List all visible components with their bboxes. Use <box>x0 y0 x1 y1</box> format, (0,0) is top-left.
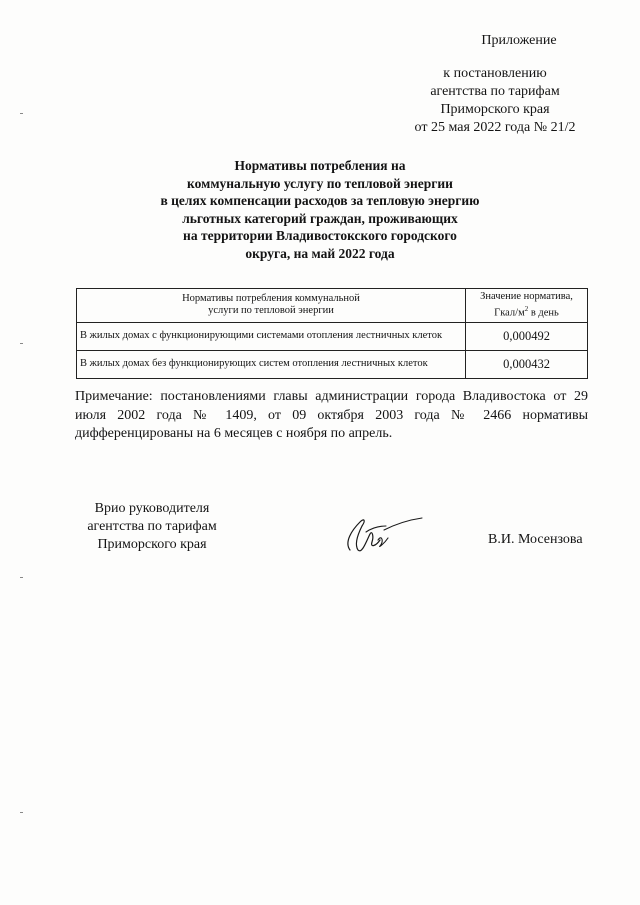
row-label: В жилых домах с функционирующими системами отопления лестничных клеток <box>77 322 466 350</box>
appendix-title: Приложение <box>481 33 557 48</box>
title-line: на территории Владивостокского городского <box>183 228 457 243</box>
header-label-line: Нормативы потребления коммунальной <box>182 293 360 305</box>
header-value-unit <box>470 303 583 320</box>
position-line: Врио руководителя <box>94 501 210 516</box>
title-line: округа, на май 2022 года <box>245 245 395 261</box>
row-label: В жилых домах без функционирующих систем отопления лестничных клеток <box>77 350 466 378</box>
header-label-line: услуги по тепловой энергии <box>208 305 334 317</box>
header-value-cell <box>466 289 588 323</box>
title-line: в целях компенсации расходов за тепловую энергию <box>160 193 480 208</box>
unit-text: Гкал/м <box>494 307 525 319</box>
table-header-row <box>77 289 588 323</box>
handwritten-signature <box>336 512 428 556</box>
document-title <box>110 157 530 262</box>
appendix-block <box>400 32 590 137</box>
position-line: Приморского края <box>97 537 207 552</box>
row-value: 0,000432 <box>466 350 588 378</box>
header-label-cell <box>77 289 466 323</box>
norms-table <box>76 288 588 379</box>
scan-margin-mark <box>20 343 23 344</box>
row-value: 0,000492 <box>466 322 588 350</box>
appendix-line: от 25 мая 2022 года № 21/2 <box>414 120 576 135</box>
signatory-name: В.И. Мосензова <box>488 532 583 547</box>
appendix-line: к постановлению <box>443 66 547 81</box>
appendix-line: агентства по тарифам <box>430 84 560 99</box>
title-line: коммунальную услугу по тепловой энергии <box>187 175 453 191</box>
unit-superscript: 2 <box>524 305 529 313</box>
note-paragraph: Примечание: постановлениями главы администрации города Владивостока от 29 июля 2002 года № 1409, от 09 октября 2003 года № 2466 нормативы дифференцированы на 6 месяцев с ноября по апрель. <box>75 389 588 441</box>
scan-margin-mark <box>20 113 23 114</box>
title-line: льготных категорий граждан, проживающих <box>182 210 458 226</box>
scan-margin-mark <box>20 577 23 578</box>
scan-margin-mark <box>20 812 23 813</box>
header-value-line: Значение норматива, <box>480 291 573 302</box>
signatory-position <box>72 500 232 554</box>
table-row <box>77 322 588 350</box>
unit-suffix: в день <box>528 307 559 319</box>
position-line: агентства по тарифам <box>87 519 217 534</box>
appendix-line: Приморского края <box>440 102 550 117</box>
table-row <box>77 350 588 378</box>
title-line: Нормативы потребления на <box>234 158 406 173</box>
